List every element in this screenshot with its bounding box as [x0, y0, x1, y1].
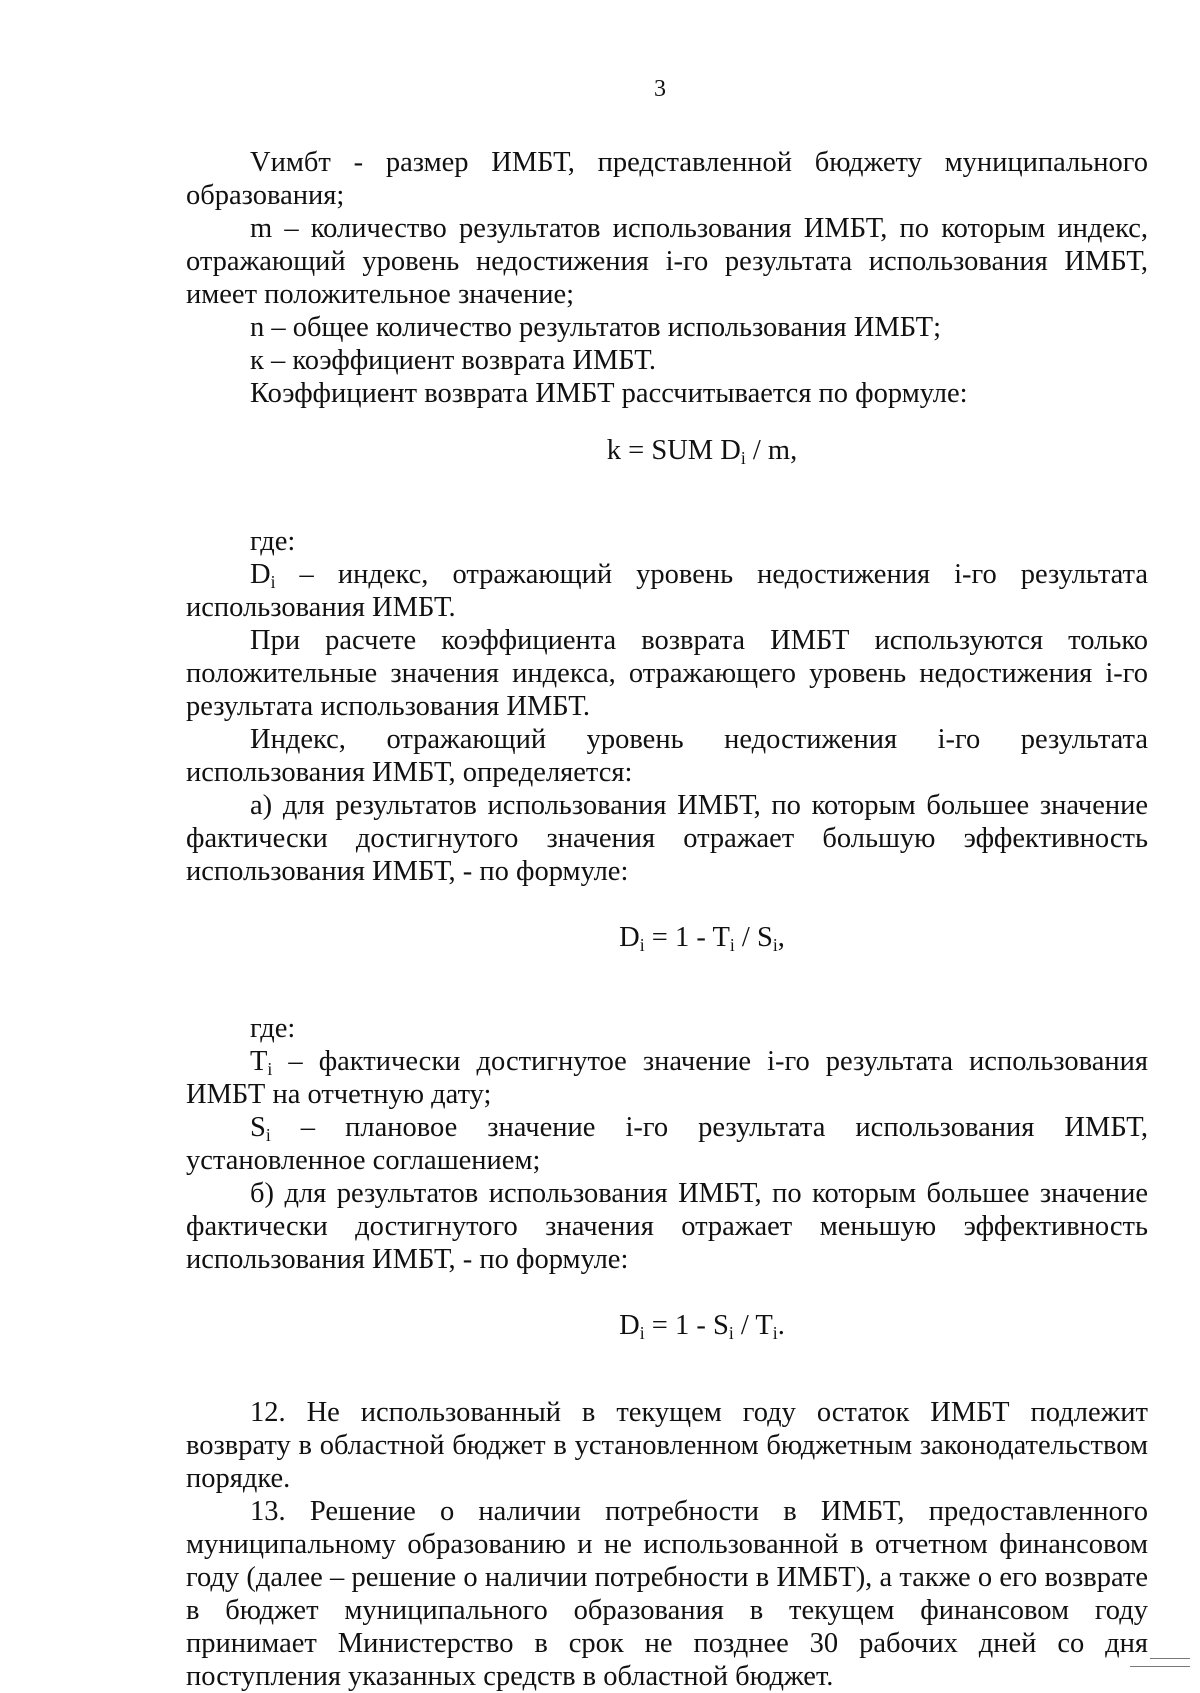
scan-mark-line — [1150, 1658, 1190, 1659]
document-body — [186, 146, 1148, 1693]
paragraph-12: 12. Не использованный в текущем году остаток ИМБТ подлежит возврату в областной бюджет в установленном бюджетным законодательством порядке. — [186, 1397, 1148, 1494]
paragraph-di-definition: $D_i$ – индекс, отражающий уровень недостижения i-го результата использования ИМБТ. — [186, 559, 1148, 623]
formula-k: k = SUM $D_i$ / m, — [606, 435, 798, 468]
formula-di-case-a: $D_i = 1 - T_i / S_i$, — [619, 922, 785, 955]
page-number: 3 — [654, 76, 666, 102]
paragraph-k: к – коэффициент возврата ИМБТ. — [250, 345, 656, 376]
paragraph-index-definition: Индекс, отражающий уровень недостижения i-го результата использования ИМБТ, определяется: — [186, 724, 1148, 788]
paragraph-si-definition: $S_i$ – плановое значение i-го результата использования ИМБТ, установленное соглашением; — [186, 1112, 1148, 1176]
formula-di-case-b: $D_i = 1 - S_i / T_i$. — [619, 1310, 785, 1343]
paragraph-positive-values: При расчете коэффициента возврата ИМБТ используются только положительные значения индекса, отражающего уровень недостижения i-го результата использования ИМБТ. — [186, 625, 1148, 722]
paragraph-13: 13. Решение о наличии потребности в ИМБТ, предоставленного муниципальному образованию и не использованной в отчетном финансовом году (далее – решение о наличии потребности в ИМБТ), а также о его возврате в бюджет муниципального образования в текущем финансовом году принимает Министерство в срок не позднее 30 рабочих дней со дня поступления указанных средств в областной бюджет. — [186, 1496, 1148, 1692]
paragraph-m: m – количество результатов использования ИМБТ, по которым индекс, отражающий уровень недостижения i-го результата использования ИМБТ, имеет положительное значение; — [186, 213, 1148, 310]
paragraph-n: n – общее количество результатов использования ИМБТ; — [250, 312, 942, 343]
paragraph-ti-definition: $T_i$ – фактически достигнутое значение i-го результата использования ИМБТ на отчетную дату; — [186, 1046, 1148, 1110]
paragraph-where-2: где: — [250, 1013, 296, 1044]
paragraph-case-b: б) для результатов использования ИМБТ, по которым большее значение фактически достигнутого значения отражает меньшую эффективность использования ИМБТ, - по формуле: — [186, 1178, 1148, 1275]
paragraph-where-1: где: — [250, 526, 296, 557]
paragraph-formula-intro: Коэффициент возврата ИМБТ рассчитывается по формуле: — [250, 378, 968, 409]
paragraph-case-a: а) для результатов использования ИМБТ, по которым большее значение фактически достигнутого значения отражает большую эффективность использования ИМБТ, - по формуле: — [186, 790, 1148, 887]
scan-mark-line — [1130, 1666, 1190, 1667]
paragraph-vimbt: Vимбт - размер ИМБТ, представленной бюджету муниципального образования; — [186, 147, 1148, 211]
